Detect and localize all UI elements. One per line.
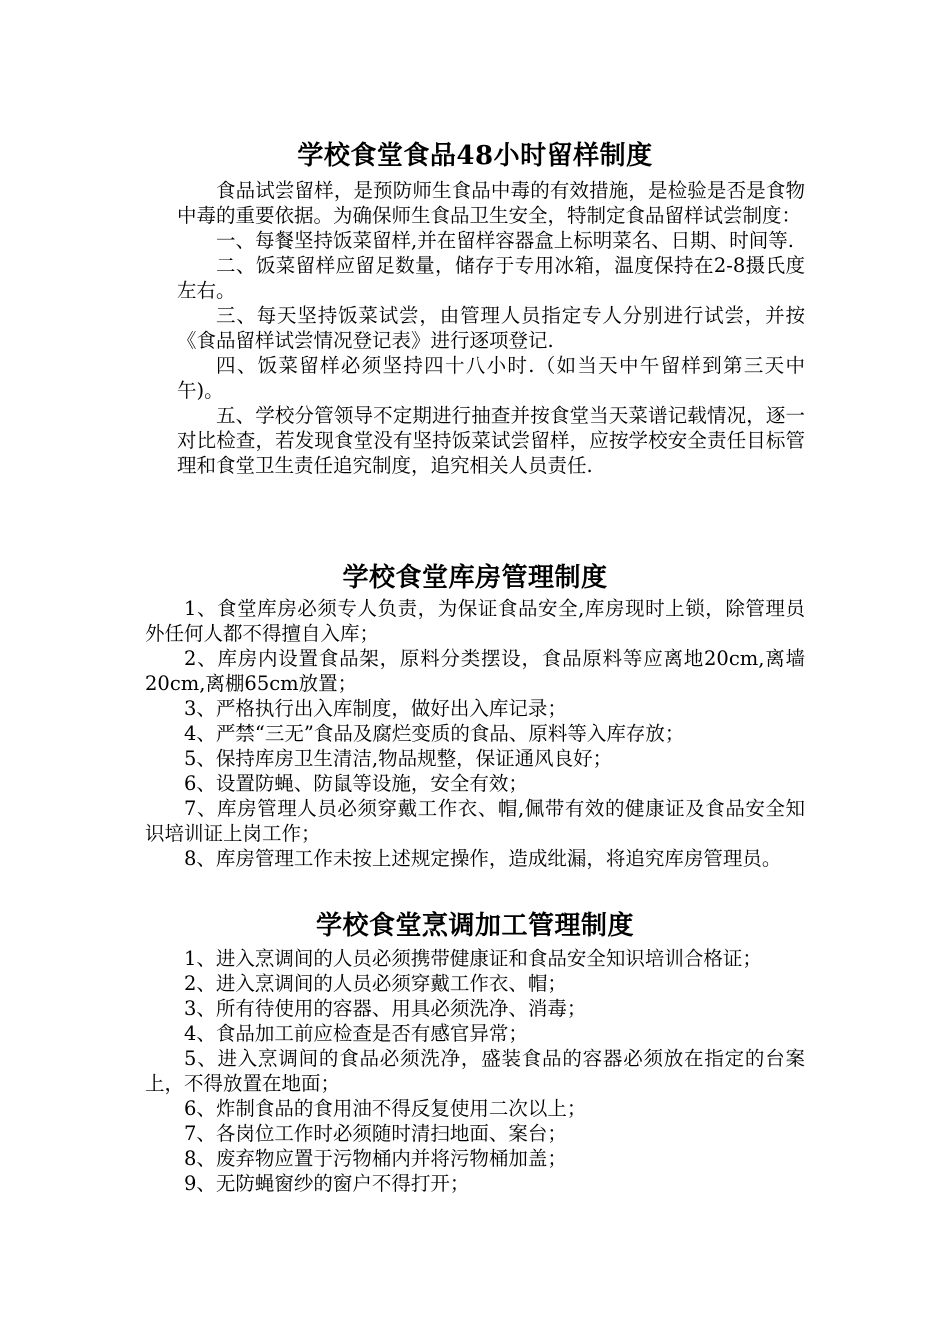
paragraph: 3、严格执行出入库制度，做好出入库记录； — [184, 697, 567, 720]
paragraph: 4、严禁“三无”食品及腐烂变质的食品、原料等入库存放； — [184, 722, 685, 745]
paragraph: 2、库房内设置食品架，原料分类摆设，食品原料等应离地20cm,离墙20cm,离棚65cm放置； — [145, 647, 805, 695]
paragraph: 五、学校分管领导不定期进行抽查并按食堂当天菜谱记载情况，逐一对比检查，若发现食堂没有坚持饭菜试尝留样，应按学校安全责任目标管理和食堂卫生责任追究制度，追究相关人员责任. — [177, 404, 805, 477]
paragraph: 8、库房管理工作未按上述规定操作，造成纰漏，将追究库房管理员。 — [184, 847, 782, 870]
section-title-storeroom: 学校食堂库房管理制度 — [342, 563, 608, 593]
paragraph: 6、设置防蝇、防鼠等设施，安全有效； — [184, 772, 528, 795]
paragraph: 7、库房管理人员必须穿戴工作衣、帽,佩带有效的健康证及食品安全知识培训证上岗工作； — [145, 797, 805, 845]
paragraph: 8、废弃物应置于污物桶内并将污物桶加盖； — [184, 1147, 567, 1170]
section-title-cooking: 学校食堂烹调加工管理制度 — [315, 911, 634, 941]
paragraph: 三、每天坚持饭菜试尝，由管理人员指定专人分别进行试尝，并按《食品留样试尝情况登记表》进行逐项登记. — [177, 304, 805, 352]
paragraph: 3、所有待使用的容器、用具必须洗净、消毒； — [184, 997, 587, 1020]
paragraph: 7、各岗位工作时必须随时清扫地面、案台； — [184, 1122, 567, 1145]
paragraph: 2、进入烹调间的人员必须穿戴工作衣、帽； — [184, 972, 567, 995]
section-storeroom — [145, 596, 805, 871]
paragraph: 一、每餐坚持饭菜留样,并在留样容器盒上标明菜名、日期、时间等. — [216, 229, 794, 252]
paragraph: 9、无防蝇窗纱的窗户不得打开； — [184, 1172, 470, 1195]
paragraph: 二、饭菜留样应留足数量，储存于专用冰箱，温度保持在2-8摄氏度左右。 — [177, 254, 805, 302]
paragraph: 1、食堂库房必须专人负责，为保证食品安全,库房现时上锁，除管理员外任何人都不得擅自入库； — [145, 597, 805, 645]
paragraph: 食品试尝留样，是预防师生食品中毒的有效措施，是检验是否是食物中毒的重要依据。为确保师生食品卫生安全，特制定食品留样试尝制度： — [177, 179, 805, 227]
paragraph: 5、进入烹调间的食品必须洗净，盛装食品的容器必须放在指定的台案上，不得放置在地面； — [145, 1047, 805, 1095]
section-sample-retention — [177, 178, 805, 478]
paragraph: 4、食品加工前应检查是否有感官异常； — [184, 1022, 528, 1045]
paragraph: 5、保持库房卫生清洁,物品规整，保证通风良好； — [184, 747, 613, 770]
paragraph: 四、饭菜留样必须坚持四十八小时.（如当天中午留样到第三天中午)。 — [177, 354, 805, 402]
paragraph: 6、炸制食品的食用油不得反复使用二次以上； — [184, 1097, 587, 1120]
paragraph: 1、进入烹调间的人员必须携带健康证和食品安全知识培训合格证； — [184, 947, 762, 970]
section-cooking — [145, 946, 805, 1196]
section-title-sample-retention: 学校食堂食品48小时留样制度 — [297, 141, 653, 171]
